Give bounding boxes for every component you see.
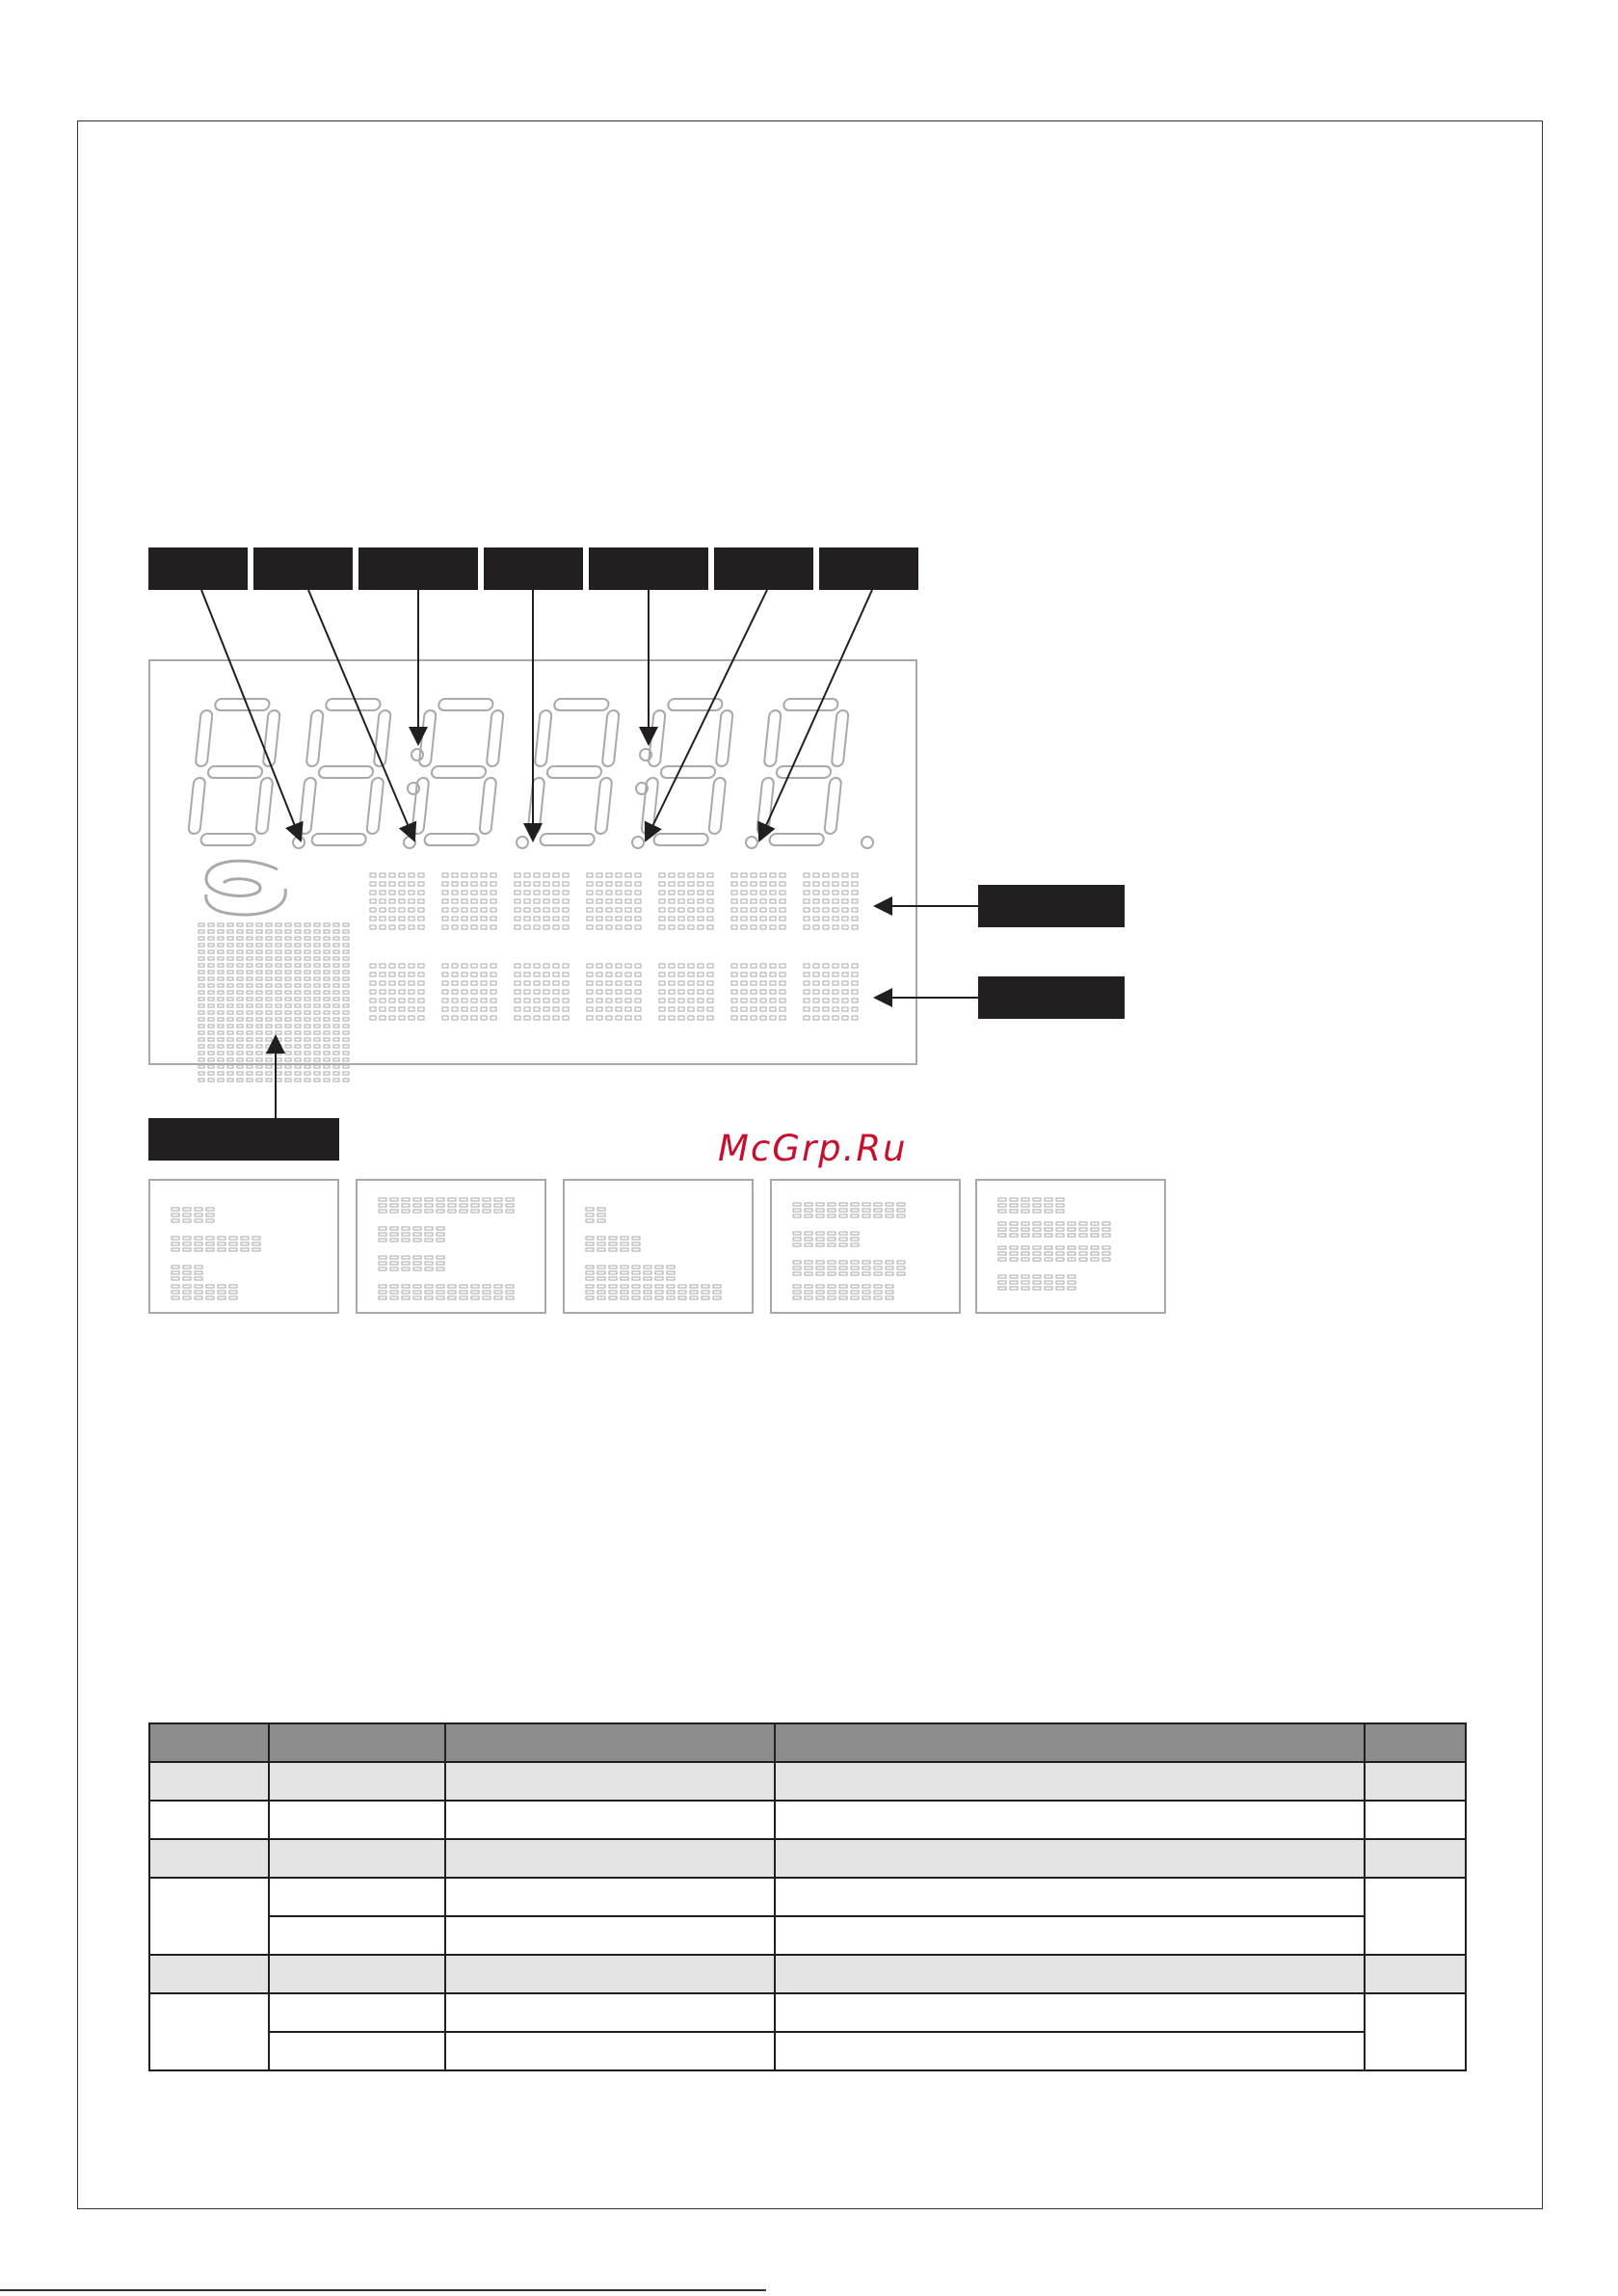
char-block-row1 [370, 873, 424, 929]
char-block-row1 [515, 873, 569, 929]
char-block-row1 [442, 873, 496, 929]
table-row [149, 2032, 1466, 2070]
icon-dot-matrix [199, 923, 349, 1081]
table-row [149, 1916, 1466, 1955]
footer-rule [0, 2289, 766, 2291]
segment-digit [187, 699, 281, 845]
segment-digit [411, 699, 505, 845]
callout-arrow [759, 590, 872, 841]
segment-digit [526, 699, 621, 845]
char-block-row1 [731, 873, 785, 929]
callout-arrow [646, 590, 767, 841]
char-block-row1 [587, 873, 641, 929]
colon-dot [411, 749, 423, 761]
table-header-row [149, 1723, 1466, 1762]
segment-digit [298, 699, 392, 845]
char-block-row2 [804, 964, 858, 1020]
char-block-row2 [659, 964, 713, 1020]
decimal-dot [746, 837, 757, 848]
char-block-row1 [804, 873, 858, 929]
table-row [149, 1801, 1466, 1839]
callout-arrow [308, 590, 414, 841]
pattern-thumb-3 [563, 1179, 754, 1314]
decimal-dot [632, 837, 644, 848]
pattern-thumb-2 [356, 1179, 546, 1314]
table-row [149, 1878, 1466, 1916]
decimal-dot [862, 837, 873, 848]
pattern-thumb-4 [770, 1179, 961, 1314]
decimal-dot [293, 837, 305, 848]
spec-table [148, 1722, 1467, 2071]
table-row [149, 1839, 1466, 1878]
decimal-dot [517, 837, 528, 848]
char-block-row1 [659, 873, 713, 929]
char-block-row2 [442, 964, 496, 1020]
table-row [149, 1993, 1466, 2032]
spiral-logo-icon [206, 861, 286, 915]
callout-arrow [201, 590, 301, 841]
table-row [149, 1955, 1466, 1993]
char-block-row2 [370, 964, 424, 1020]
table-row [149, 1762, 1466, 1801]
pattern-thumb-5 [975, 1179, 1166, 1314]
segment-digit [756, 699, 850, 845]
char-block-row2 [731, 964, 785, 1020]
pattern-thumb-1 [148, 1179, 339, 1314]
char-block-row2 [515, 964, 569, 1020]
watermark-text: McGrp.Ru [718, 1128, 908, 1169]
char-block-row2 [587, 964, 641, 1020]
